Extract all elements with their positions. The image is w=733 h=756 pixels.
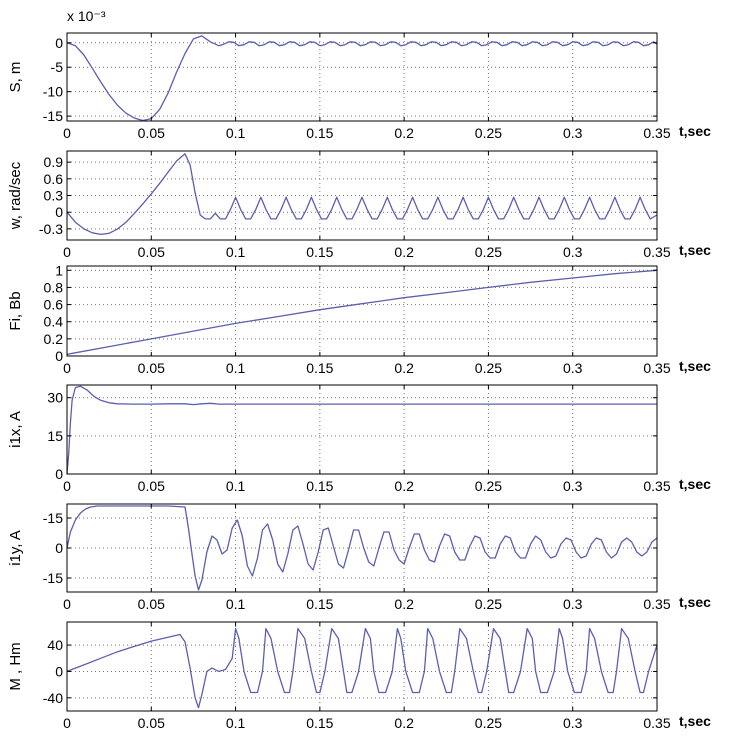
x-axis-label: t,sec <box>679 476 711 492</box>
x-axis-label: t,sec <box>679 242 711 258</box>
y-axis-label: M , Hm <box>7 642 24 691</box>
x-tick-label: 0.1 <box>225 478 246 494</box>
panel-6 <box>7 622 711 731</box>
x-tick-label: 0.05 <box>137 125 165 141</box>
x-axis-label: t,sec <box>679 358 711 374</box>
x-tick-label: 0.15 <box>306 244 334 260</box>
y-tick-label: -0.3 <box>38 220 63 237</box>
x-tick-label: 0.35 <box>643 715 671 731</box>
x-tick-label: 0.35 <box>643 125 671 141</box>
x-tick-label: 0.25 <box>474 125 503 141</box>
y-tick-label: 0.2 <box>43 330 63 347</box>
y-tick-label: 40 <box>47 637 63 654</box>
x-tick-label: 0.1 <box>225 244 246 260</box>
x-tick-label: 0.05 <box>137 596 165 612</box>
x-tick-label: 0.15 <box>306 125 334 141</box>
y-tick-label: 0.4 <box>43 313 63 330</box>
y-axis-label: i1x, A <box>7 411 24 448</box>
x-tick-label: 0.25 <box>474 715 503 731</box>
y-tick-label: 0 <box>55 204 63 221</box>
x-tick-label: 0.25 <box>474 244 503 260</box>
x-tick-label: 0.35 <box>643 244 671 260</box>
x-tick-label: 0.3 <box>562 478 583 494</box>
y-tick-label: -10 <box>42 83 63 100</box>
plot-area <box>67 33 657 121</box>
x-tick-label: 0 <box>63 360 71 376</box>
x-tick-label: 0.3 <box>562 244 583 260</box>
y-axis-label: Fi, Bb <box>7 291 24 331</box>
y-tick-label: 0 <box>55 663 63 680</box>
panel-5 <box>7 504 711 612</box>
y-tick-label: 15 <box>47 427 63 444</box>
x-tick-label: 0 <box>63 244 71 260</box>
y-tick-label: 0.9 <box>43 154 63 171</box>
x-tick-label: 0.1 <box>225 715 246 731</box>
x-tick-label: 0.15 <box>306 478 334 494</box>
panel-3 <box>7 262 711 376</box>
x-tick-label: 0.1 <box>225 360 246 376</box>
y-tick-label: 0.6 <box>43 170 63 187</box>
x-tick-label: 0.3 <box>562 125 583 141</box>
x-tick-label: 0 <box>63 715 71 731</box>
y-axis-label: i1y, A <box>7 530 24 566</box>
x-tick-label: 0.35 <box>643 360 671 376</box>
x-tick-label: 0.35 <box>643 478 671 494</box>
y-tick-label: 0 <box>55 34 63 51</box>
x-tick-label: 0.05 <box>137 244 165 260</box>
x-tick-label: 0.2 <box>394 596 414 612</box>
y-axis-label: w, rad/sec <box>7 161 24 230</box>
x-tick-label: 0 <box>63 125 71 141</box>
x-axis-label: t,sec <box>679 123 711 139</box>
x-tick-label: 0 <box>63 478 71 494</box>
y-tick-label: -15 <box>42 570 63 586</box>
x-tick-label: 0.25 <box>474 478 503 494</box>
y-tick-label: -40 <box>42 689 63 706</box>
y-tick-label: -15 <box>42 108 63 125</box>
scale-note: x 10⁻³ <box>67 8 106 24</box>
panel-4 <box>7 385 711 494</box>
x-tick-label: 0.2 <box>394 360 414 376</box>
y-tick-label: 0.8 <box>43 279 63 296</box>
y-tick-label: 0 <box>55 348 63 364</box>
x-tick-label: 0.3 <box>562 715 583 731</box>
x-tick-label: 0.1 <box>225 125 246 141</box>
panel-2 <box>7 151 711 260</box>
x-tick-label: 0.1 <box>225 596 246 612</box>
x-tick-label: 0.2 <box>394 125 414 141</box>
y-tick-label: -15 <box>42 510 63 526</box>
plot-area <box>67 385 657 474</box>
plot-area <box>67 266 657 356</box>
x-tick-label: 0.05 <box>137 478 165 494</box>
x-tick-label: 0.25 <box>474 596 503 612</box>
x-tick-label: 0.35 <box>643 596 671 612</box>
x-tick-label: 0.15 <box>306 360 334 376</box>
y-tick-label: 0 <box>55 466 63 482</box>
x-tick-label: 0.15 <box>306 596 334 612</box>
x-tick-label: 0.2 <box>394 244 414 260</box>
x-tick-label: 0 <box>63 596 71 612</box>
x-tick-label: 0.3 <box>562 360 583 376</box>
x-tick-label: 0.25 <box>474 360 503 376</box>
x-tick-label: 0.15 <box>306 715 334 731</box>
x-tick-label: 0.05 <box>137 360 165 376</box>
y-tick-label: 30 <box>47 389 63 406</box>
x-tick-label: 0.05 <box>137 715 165 731</box>
x-tick-label: 0.3 <box>562 596 583 612</box>
y-tick-label: -5 <box>50 59 63 76</box>
x-tick-label: 0.2 <box>394 478 414 494</box>
y-axis-label: S, m <box>7 61 24 93</box>
y-tick-label: 0.6 <box>43 296 63 313</box>
y-tick-label: 1 <box>55 262 63 279</box>
y-tick-label: 0.3 <box>43 187 63 204</box>
x-axis-label: t,sec <box>679 594 711 610</box>
panel-1 <box>7 8 711 141</box>
y-tick-label: 0 <box>55 540 63 556</box>
x-tick-label: 0.2 <box>394 715 414 731</box>
x-axis-label: t,sec <box>679 713 711 729</box>
